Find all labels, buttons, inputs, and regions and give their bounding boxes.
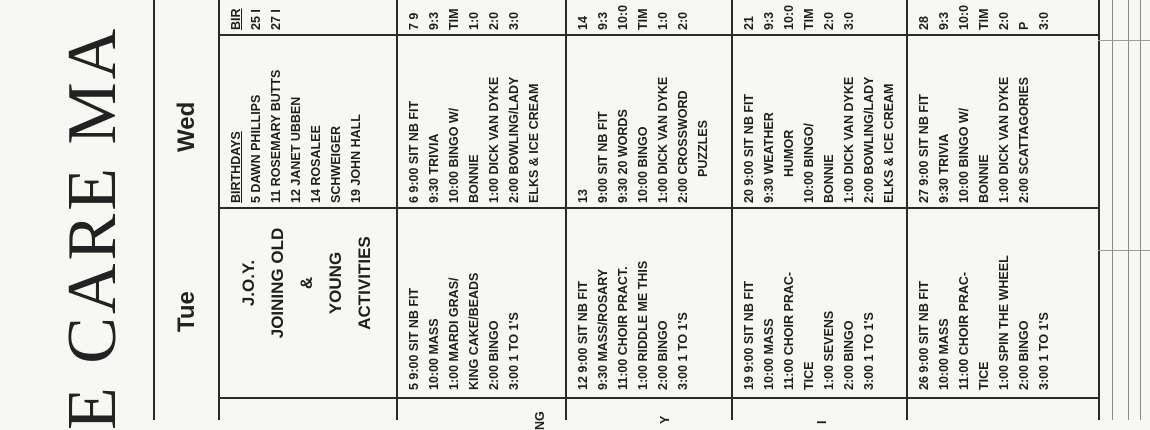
calendar-title: E CARE MA <box>54 25 131 430</box>
week-line-4 <box>906 0 908 420</box>
form-line <box>1098 250 1150 251</box>
mon-fragment: I <box>815 420 829 424</box>
tue-cell-26: 26 9:00 SIT NB FIT 10:00 MASS 11:00 CHOIR PRAC- TICE 1:00 SPIN THE WHEEL 2:00 BINGO 3:00 1 TO 1'S <box>917 255 1051 390</box>
wed-cell-20: 20 9:00 SIT NB FIT 9:30 WEATHER HUMOR 10:00 BINGO/ BONNIE 1:00 DICK VAN DYKE 2:00 BOWLING/LADY ELKS & ICE CREAM <box>742 76 896 203</box>
form-line <box>1098 40 1150 41</box>
week-line-2 <box>565 0 567 420</box>
form-line <box>1140 0 1141 420</box>
day-header-wed: Wed <box>173 101 200 152</box>
tue-joy-note: J.O.Y. JOINING OLD & YOUNG ACTIVITIES <box>239 227 374 339</box>
tue-cell-12: 12 9:00 SIT NB FIT 9:30 MASS/ROSARY 11:00 CHOIR PRACT. 1:00 RIDDLE ME THIS 2:00 BINGO 3:00 1 TO 1'S <box>576 260 690 390</box>
wed-birthdays: BIRTHDAYS 5 DAWN PHILLIPS 11 ROSEMARY BUTTS 12 JANET UBBEN 14 ROSALEE SCHWEIGER 19 JOHN HALL <box>229 69 363 203</box>
wed-cell-6: 6 9:00 SIT NB FIT 9:30 TRIVIA 10:00 BINGO W/ BONNIE 1:00 DICK VAN DYKE 2:00 BOWLING/LADY ELKS & ICE CREAM <box>407 76 541 203</box>
thu-birthdays: BIR 25 I 27 I <box>229 8 283 30</box>
frame-line <box>153 0 155 420</box>
week-line-3 <box>731 0 733 420</box>
wed-cell-13: 13 9:00 SIT NB FIT 9:30 20 WORDS 10:00 BINGO 1:00 DICK VAN DYKE 2:00 CROSSWORD PUZZLES <box>576 76 710 203</box>
mon-fragment: Y <box>658 415 672 424</box>
header-row-line <box>218 0 220 420</box>
tue-cell-5: 5 9:00 SIT NB FIT 10:00 MASS 1:00 MARDI GRAS/ KING CAKE/BEADS 2:00 BINGO 3:00 1 TO 1'S <box>407 272 521 390</box>
wed-cell-27: 27 9:00 SIT NB FIT 9:30 TRIVIA 10:00 BINGO W/ BONNIE 1:00 DICK VAN DYKE 2:00 SCATTAGORIES <box>917 76 1031 203</box>
week-line-1 <box>396 0 398 420</box>
tue-cell-19: 19 9:00 SIT NB FIT 10:00 MASS 11:00 CHOIR PRAC- TICE 1:00 SEVENS 2:00 BINGO 3:00 1 TO 1'S <box>742 271 876 390</box>
day-line-wed-thu <box>218 34 1098 36</box>
week-line-5 <box>1098 0 1100 420</box>
day-line-mon-tue <box>218 397 1098 399</box>
mon-fragment: NG <box>533 411 547 430</box>
thu-cell-14: 14 9:3 10:0 TIM 1:0 2:0 <box>576 4 690 30</box>
form-line <box>1112 0 1113 420</box>
form-line <box>1128 0 1129 420</box>
thu-cell-21: 21 9:3 10:0 TIM 2:0 3:0 <box>742 4 856 30</box>
thu-cell-28: 28 9:3 10:0 TIM 2:0 P 3:0 <box>917 4 1051 30</box>
thu-cell-7: 7 9 9:3 TIM 1:0 2:0 3:0 <box>407 8 521 30</box>
day-header-tue: Tue <box>173 291 200 332</box>
